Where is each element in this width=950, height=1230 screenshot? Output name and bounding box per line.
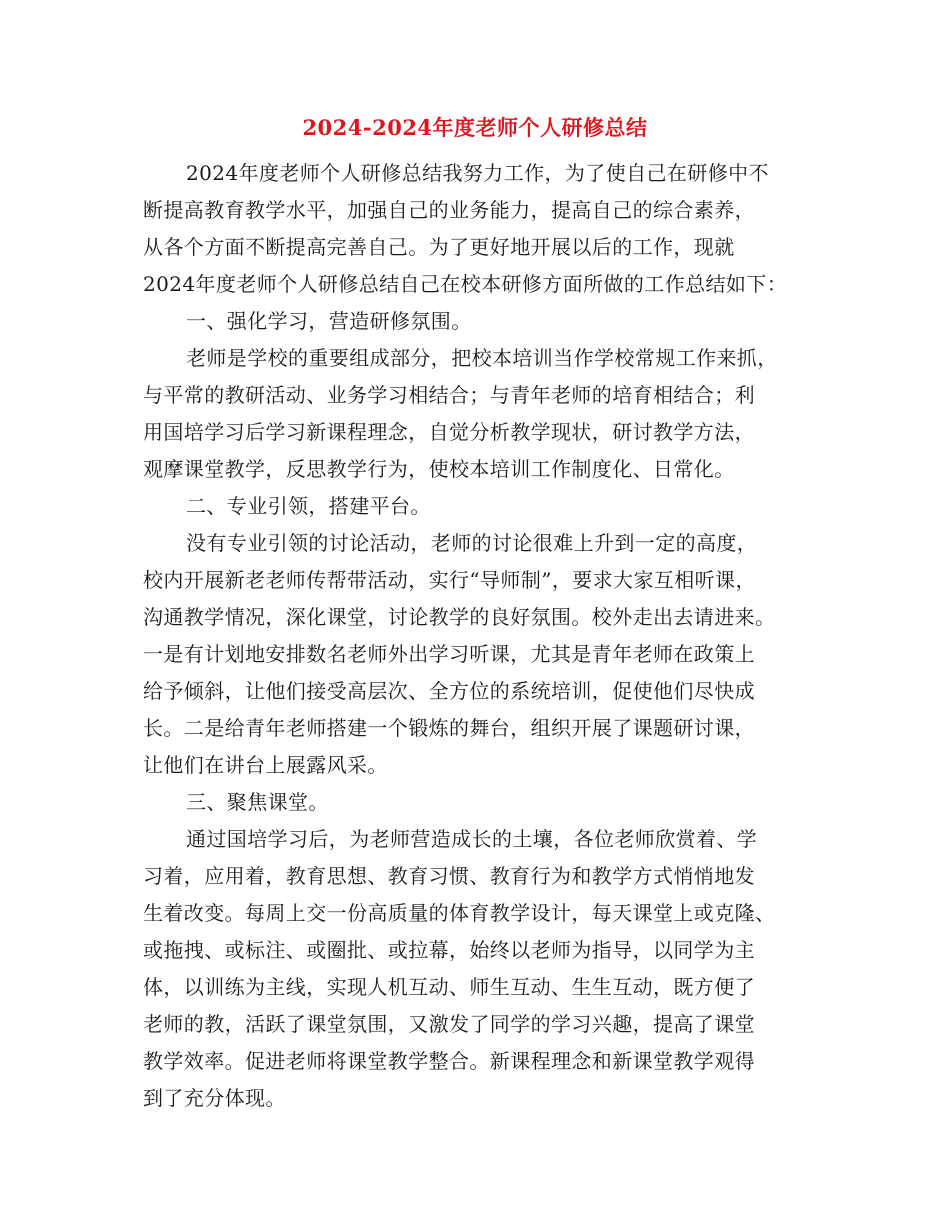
body-line: 断提高教育教学水平，加强自己的业务能力，提高自己的综合素养， (143, 198, 755, 222)
body-line: 习着，应用着，教育思想、教育习惯、教育行为和教学方式悄悄地发 (143, 864, 755, 888)
body-line: 体，以训练为主线，实现人机互动、师生互动、生生互动，既方便了 (143, 975, 755, 999)
body-line: 没有专业引领的讨论活动，老师的讨论很难上升到一定的高度， (186, 531, 758, 555)
body-line: 校内开展新老老师传帮带活动，实行“导师制”，要求大家互相听课， (143, 568, 756, 592)
section-heading: 三、聚焦课堂。 (186, 790, 329, 814)
section-heading: 一、强化学习，营造研修氛围。 (186, 309, 472, 333)
body-line: 或拖拽、或标注、或圈批、或拉幕，始终以老师为指导，以同学为主 (143, 938, 755, 962)
body-line: 老师是学校的重要组成部分，把校本培训当作学校常规工作来抓， (186, 346, 778, 370)
body-line: 让他们在讲台上展露风采。 (143, 753, 388, 777)
body-line: 用国培学习后学习新课程理念，自觉分析教学现状，研讨教学方法， (143, 420, 755, 444)
section-heading: 二、专业引领，搭建平台。 (186, 494, 431, 518)
body-line: 到了充分体现。 (143, 1086, 286, 1110)
body-line: 长。二是给青年老师搭建一个锻炼的舞台，组织开展了课题研讨课， (143, 716, 755, 740)
body-line: 通过国培学习后，为老师营造成长的土壤，各位老师欣赏着、学 (186, 827, 758, 851)
body-line: 给予倾斜，让他们接受高层次、全方位的系统培训，促使他们尽快成 (143, 679, 755, 703)
body-line: 一是有计划地安排数名老师外出学习听课，尤其是青年老师在政策上 (143, 642, 755, 666)
body-line: 从各个方面不断提高完善自己。为了更好地开展以后的工作，现就 (143, 235, 735, 259)
body-line: 与平常的教研活动、业务学习相结合；与青年老师的培育相结合；利 (143, 383, 755, 407)
body-line: 教学效率。促进老师将课堂教学整合。新课程理念和新课堂教学观得 (143, 1049, 755, 1073)
body-line: 2024年度老师个人研修总结自己在校本研修方面所做的工作总结如下： (143, 272, 788, 296)
body-line: 沟通教学情况，深化课堂，讨论教学的良好氛围。校外走出去请进来。 (143, 605, 776, 629)
body-line: 生着改变。每周上交一份高质量的体育教学设计，每天课堂上或克隆、 (143, 901, 776, 925)
body-line: 2024年度老师个人研修总结我努力工作，为了使自己在研修中不 (186, 161, 769, 185)
document-title: 2024-2024年度老师个人研修总结 (302, 115, 648, 140)
body-line: 观摩课堂教学，反思教学行为，使校本培训工作制度化、日常化。 (143, 457, 735, 481)
body-line: 老师的教，活跃了课堂氛围，又激发了同学的学习兴趣，提高了课堂 (143, 1012, 755, 1036)
